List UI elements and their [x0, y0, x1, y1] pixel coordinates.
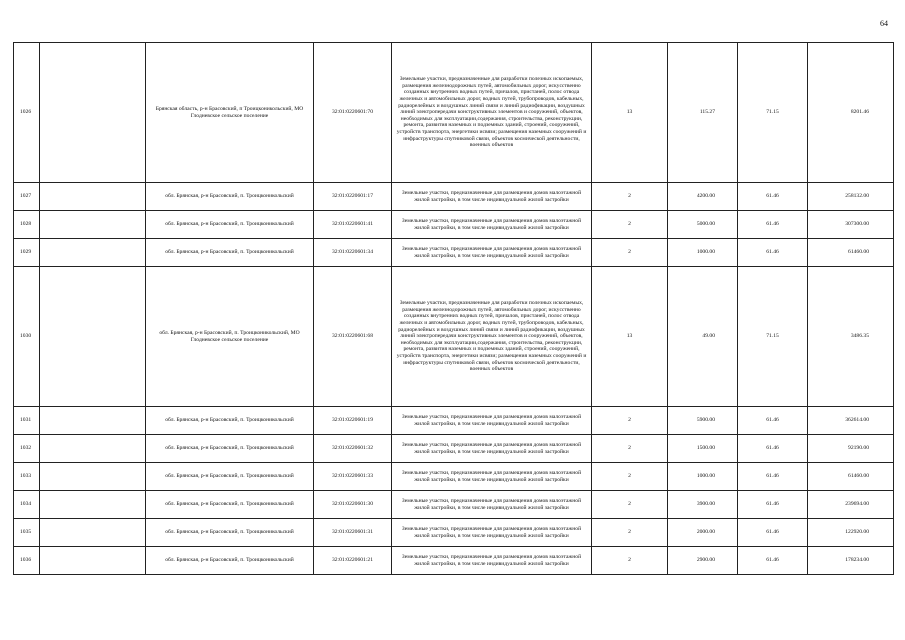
land-use-cell: Земельные участки, предназначенные для размещения домов малоэтажной жилой застройки, в том числе индивидуальной жилой застройки — [392, 407, 592, 435]
address-cell: Брянская область, р-н Брасовский, п Троицконикольский, МО Глодневское сельское поселение — [146, 43, 314, 183]
area-cell: 2000.00 — [668, 519, 738, 547]
cadastral-number-cell: 32:01:0220601:21 — [314, 547, 392, 575]
land-use-cell: Земельные участки, предназначенные для размещения домов малоэтажной жилой застройки, в том числе индивидуальной жилой застройки — [392, 435, 592, 463]
row-number: 1032 — [14, 435, 40, 463]
rate-cell: 61.46 — [738, 435, 808, 463]
cadastral-value-cell: 307300.00 — [808, 211, 894, 239]
rate-cell: 61.46 — [738, 491, 808, 519]
table-row — [14, 211, 894, 239]
cadastral-number-cell: 32:01:0220601:31 — [314, 519, 392, 547]
area-cell: 49.00 — [668, 267, 738, 407]
row-number: 1029 — [14, 239, 40, 267]
cadastral-number-cell: 32:01:0220601:30 — [314, 491, 392, 519]
group-cell: 2 — [592, 239, 668, 267]
rate-cell: 61.46 — [738, 547, 808, 575]
area-cell: 1000.00 — [668, 239, 738, 267]
cadastral-value-cell: 8201.46 — [808, 43, 894, 183]
cadastral-value-cell: 92190.00 — [808, 435, 894, 463]
group-cell: 2 — [592, 211, 668, 239]
area-cell: 1500.00 — [668, 435, 738, 463]
land-use-cell: Земельные участки, предназначенные для размещения домов малоэтажной жилой застройки, в том числе индивидуальной жилой застройки — [392, 239, 592, 267]
address-cell: обл. Брянская, р-н Брасовский, п. Троицконикольский — [146, 491, 314, 519]
area-cell: 5900.00 — [668, 407, 738, 435]
group-cell: 2 — [592, 407, 668, 435]
blank-cell — [40, 43, 146, 183]
table-row — [14, 43, 894, 183]
rate-cell: 61.46 — [738, 183, 808, 211]
blank-cell — [40, 239, 146, 267]
cadastral-number-cell: 32:01:0220601:33 — [314, 463, 392, 491]
row-number: 1026 — [14, 43, 40, 183]
land-use-cell: Земельные участки, предназначенные для разработки полезных ископаемых, размещения железнодорожных путей, автомобильных дорог, искусственно созданных внутренних водных путей, причалов, пристаней, полос отвода железных и автомобильных дорог, водных путей, трубопроводов, кабельных, радиорелейных и воздушных линий связи и линий радиофикации, воздушных линий электропередачи конструктивных элементов и сооружений, объектов, необходимых для эксплуатации,содержания, строительства, реконструкции, ремонта, развития наземных и подземных зданий, строений, сооружений, устройств транспорта, энергетики исвязи; размещения наземных сооружений и инфраструктуры спутниковой связи, объектов космической деятельности, военных объектов — [392, 43, 592, 183]
group-cell: 2 — [592, 435, 668, 463]
table-row — [14, 239, 894, 267]
land-use-cell: Земельные участки, предназначенные для разработки полезных ископаемых, размещения железнодорожных путей, автомобильных дорог, искусственно созданных внутренних водных путей, причалов, пристаней, полос отвода железных и автомобильных дорог, водных путей, трубопроводов, кабельных, радиорелейных и воздушных линий связи и линий радиофикации, воздушных линий электропередачи конструктивных элементов и сооружений, объектов, необходимых для эксплуатации,содержания, строительства, реконструкции, ремонта, развития наземных и подземных зданий, строений, сооружений, устройств транспорта, энергетики исвязи; размещения наземных сооружений и инфраструктуры спутниковой связи, объектов космической деятельности, военных объектов — [392, 267, 592, 407]
table-row — [14, 463, 894, 491]
land-use-cell: Земельные участки, предназначенные для размещения домов малоэтажной жилой застройки, в том числе индивидуальной жилой застройки — [392, 463, 592, 491]
row-number: 1027 — [14, 183, 40, 211]
rate-cell: 61.46 — [738, 463, 808, 491]
cadastral-number-cell: 32:01:0220601:19 — [314, 407, 392, 435]
address-cell: обл. Брянская, р-н Брасовский, п. Троицконикольский — [146, 183, 314, 211]
cadastral-value-table — [13, 42, 894, 575]
rate-cell: 61.46 — [738, 211, 808, 239]
area-cell: 3900.00 — [668, 491, 738, 519]
rate-cell: 61.46 — [738, 407, 808, 435]
area-cell: 4200.00 — [668, 183, 738, 211]
rate-cell: 61.46 — [738, 519, 808, 547]
blank-cell — [40, 211, 146, 239]
land-use-cell: Земельные участки, предназначенные для размещения домов малоэтажной жилой застройки, в том числе индивидуальной жилой застройки — [392, 183, 592, 211]
address-cell: обл. Брянская, р-н Брасовский, п. Троицконикольский — [146, 407, 314, 435]
rate-cell: 71.15 — [738, 43, 808, 183]
cadastral-number-cell: 32:01:0220601:41 — [314, 211, 392, 239]
cadastral-value-cell: 362614.00 — [808, 407, 894, 435]
land-use-cell: Земельные участки, предназначенные для размещения домов малоэтажной жилой застройки, в том числе индивидуальной жилой застройки — [392, 519, 592, 547]
group-cell: 13 — [592, 267, 668, 407]
blank-cell — [40, 407, 146, 435]
row-number: 1036 — [14, 547, 40, 575]
address-cell: обл. Брянская, р-н Брасовский, п. Троицконикольский — [146, 547, 314, 575]
blank-cell — [40, 267, 146, 407]
blank-cell — [40, 183, 146, 211]
cadastral-value-cell: 239694.00 — [808, 491, 894, 519]
address-cell: обл. Брянская, р-н Брасовский, п. Троицконикольский — [146, 211, 314, 239]
blank-cell — [40, 435, 146, 463]
rate-cell: 71.15 — [738, 267, 808, 407]
cadastral-number-cell: 32:01:0220601:68 — [314, 267, 392, 407]
table-row — [14, 267, 894, 407]
address-cell: обл. Брянская, р-н Брасовский, п. Троицконикольский — [146, 463, 314, 491]
group-cell: 2 — [592, 183, 668, 211]
area-cell: 1000.00 — [668, 463, 738, 491]
cadastral-value-cell: 178234.00 — [808, 547, 894, 575]
cadastral-value-cell: 3486.35 — [808, 267, 894, 407]
cadastral-number-cell: 32:01:0220601:34 — [314, 239, 392, 267]
blank-cell — [40, 491, 146, 519]
area-cell: 115.27 — [668, 43, 738, 183]
rate-cell: 61.46 — [738, 239, 808, 267]
table-row — [14, 491, 894, 519]
blank-cell — [40, 547, 146, 575]
row-number: 1028 — [14, 211, 40, 239]
area-cell: 2900.00 — [668, 547, 738, 575]
row-number: 1035 — [14, 519, 40, 547]
table-row — [14, 183, 894, 211]
cadastral-number-cell: 32:01:0220601:17 — [314, 183, 392, 211]
table-row — [14, 407, 894, 435]
cadastral-number-cell: 32:01:0220601:70 — [314, 43, 392, 183]
land-use-cell: Земельные участки, предназначенные для размещения домов малоэтажной жилой застройки, в том числе индивидуальной жилой застройки — [392, 211, 592, 239]
cadastral-value-cell: 122920.00 — [808, 519, 894, 547]
blank-cell — [40, 463, 146, 491]
table-row — [14, 519, 894, 547]
group-cell: 2 — [592, 547, 668, 575]
row-number: 1031 — [14, 407, 40, 435]
row-number: 1033 — [14, 463, 40, 491]
table-row — [14, 435, 894, 463]
group-cell: 13 — [592, 43, 668, 183]
area-cell: 5000.00 — [668, 211, 738, 239]
row-number: 1034 — [14, 491, 40, 519]
cadastral-value-cell: 61460.00 — [808, 463, 894, 491]
group-cell: 2 — [592, 519, 668, 547]
cadastral-value-cell: 258132.00 — [808, 183, 894, 211]
cadastral-number-cell: 32:01:0220601:32 — [314, 435, 392, 463]
blank-cell — [40, 519, 146, 547]
land-use-cell: Земельные участки, предназначенные для размещения домов малоэтажной жилой застройки, в том числе индивидуальной жилой застройки — [392, 547, 592, 575]
land-use-cell: Земельные участки, предназначенные для размещения домов малоэтажной жилой застройки, в том числе индивидуальной жилой застройки — [392, 491, 592, 519]
address-cell: обл. Брянская, р-н Брасовский, п. Троицконикольский — [146, 239, 314, 267]
address-cell: обл. Брянская, р-н Брасовский, п. Троицконикольский, МО Глодневское сельское поселение — [146, 267, 314, 407]
table-row — [14, 547, 894, 575]
cadastral-value-cell: 61460.00 — [808, 239, 894, 267]
address-cell: обл. Брянская, р-н Брасовский, п. Троицконикольский — [146, 519, 314, 547]
page-number: 64 — [880, 19, 888, 28]
group-cell: 2 — [592, 491, 668, 519]
address-cell: обл. Брянская, р-н Брасовский, п. Троицконикольский — [146, 435, 314, 463]
group-cell: 2 — [592, 463, 668, 491]
row-number: 1030 — [14, 267, 40, 407]
